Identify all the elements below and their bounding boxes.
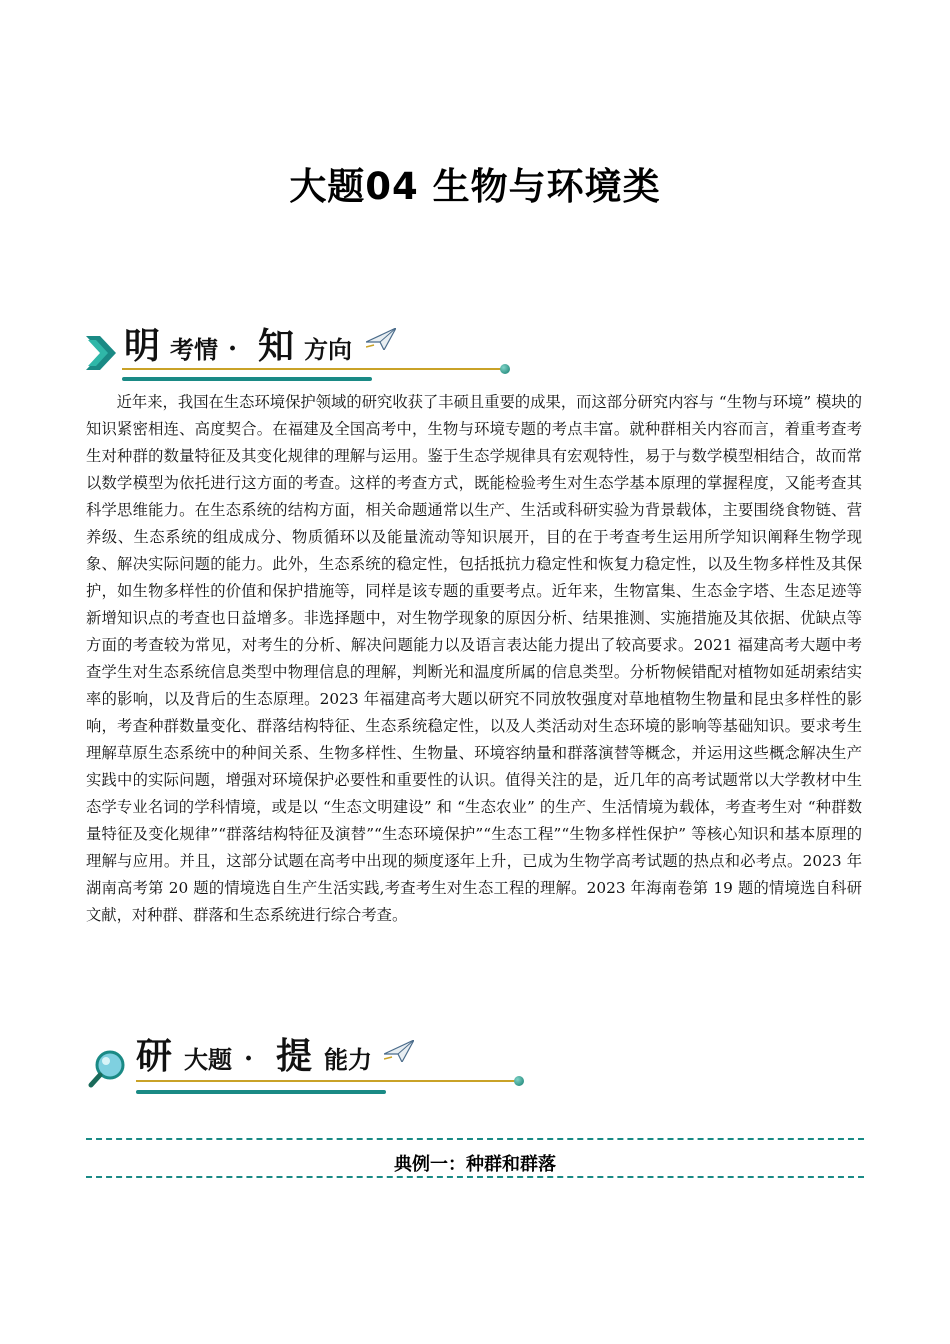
banner-underline [122, 368, 502, 370]
dashed-divider-bottom [86, 1176, 864, 1178]
paper-plane-icon [366, 328, 396, 350]
banner-text-2: 方向 [304, 336, 352, 364]
chevron-right-icon [86, 336, 116, 370]
section-banner-study-questions [86, 1030, 526, 1096]
banner-underline-accent [136, 1090, 386, 1094]
paper-plane-icon [384, 1040, 414, 1062]
intro-paragraph: 近年来，我国在生态环境保护领域的研究收获了丰硕且重要的成果，而这部分研究内容与 “生物与环境” 模块的知识紧密相连、高度契合。在福建及全国高考中，生物与环境专题的考点丰富。就种群相关内容而言，着重考查考生对种群的数量特征及其变化规律的理解与运用。鉴于生态学规律具有宏观特性，易于与数学模型相结合，故而常以数学模型为依托进行这方面的考查。这样的考查方式，既能检验考生对生态学基本原理的掌握程度，又能考查其科学思维能力。在生态系统的结构方面，相关命题通常以生产、生活或科研实验为背景载体，主要围绕食物链、营养级、生态系统的组成成分、物质循环以及能量流动等知识展开，目的在于考查考生运用所学知识阐释生物学现象、解决实际问题的能力。此外，生态系统的稳定性，包括抵抗力稳定性和恢复力稳定性，以及生物多样性及其保护，如生物多样性的价值和保护措施等，同样是该专题的重要考点。近年来，生物富集、生态金字塔、生态足迹等新增知识点的考查也日益增多。非选择题中，对生物学现象的原因分析、结果推测、实施措施及其依据、优缺点等方面的考查较为常见，对考生的分析、解决问题能力以及语言表达能力提出了较高要求。2021 福建高考大题中考查学生对生态系统信息类型中物理信息的理解，判断光和温度所属的信息类型。分析物候错配对植物如延胡索结实率的影响，以及背后的生态原理。2023 年福建高考大题以研究不同放牧强度对草地植物生物量和昆虫多样性的影响，考查种群数量变化、群落结构特征、生态系统稳定性，以及人类活动对生态环境的影响等基础知识。要求考生理解草原生态系统中的种间关系、生物多样性、生物量、环境容纳量和群落演替等概念，并运用这些概念解决生产实践中的实际问题，增强对环境保护必要性和重要性的认识。值得关注的是，近几年的高考试题常以大学教材中生态学专业名词的学科情境，或是以 “生态文明建设” 和 “生态农业” 的生产、生活情境为载体，考查考生对 “种群数量特征及变化规律”“群落结构特征及演替”“生态环境保护”“生态工程”“生物多样性保护” 等核心知识和基本原理的理解与应用。并且，这部分试题在高考中出现的频度逐年上升，已成为生物学高考试题的热点和必考点。2023 年湖南高考第 20 题的情境选自生产生活实践,考查考生对生态工程的理解。2023 年海南卷第 19 题的情境选自科研文献，对种群、群落和生态系统进行综合考查。 [86, 393, 862, 924]
dashed-divider-top [86, 1138, 864, 1140]
banner-char-2: 提 [276, 1035, 313, 1077]
banner-underline-accent [122, 377, 372, 381]
example-heading-block [86, 1138, 864, 1182]
example-title: 典例一：种群和群落 [394, 1154, 556, 1175]
banner-char-2: 知 [258, 325, 295, 367]
magnifier-icon [88, 1048, 128, 1088]
section-banner-exam-trends [86, 318, 526, 384]
banner-separator: · [228, 334, 238, 364]
banner-separator: · [244, 1044, 254, 1074]
banner-underline-end-dot [500, 364, 510, 374]
banner-text-1: 考情 [170, 336, 218, 364]
banner-char-1: 明 [124, 325, 161, 367]
banner-text-1: 大题 [184, 1046, 232, 1074]
banner-char-1: 研 [136, 1035, 173, 1077]
banner-underline-end-dot [514, 1076, 524, 1086]
banner-underline [136, 1080, 516, 1082]
banner-text-2: 能力 [324, 1046, 372, 1074]
page-title: 大题04 生物与环境类 [289, 165, 661, 208]
